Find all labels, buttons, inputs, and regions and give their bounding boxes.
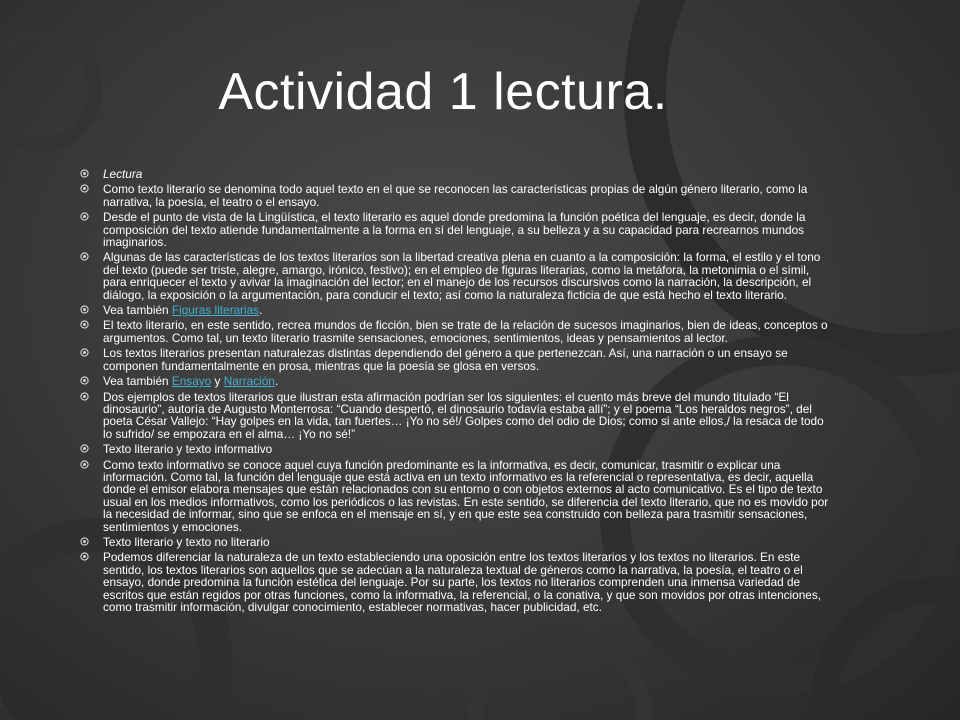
bullet-item <box>80 183 830 208</box>
see-also-label: Vea también <box>103 374 172 389</box>
target-circle-icon <box>80 392 89 401</box>
see-also-label: Vea también <box>103 303 172 318</box>
bullet-list <box>80 168 830 616</box>
link-figuras-literarias[interactable]: Figuras literarias <box>171 303 260 318</box>
bullet-item <box>80 304 830 316</box>
bullet-text: El texto literario, en este sentido, recrea mundos de ficción, bien se trate de la relación de sucesos imaginarios, bien de ideas, conceptos o argumentos. Como tal, un texto literario trasmite sensaciones, emociones, sentimientos, ideas y pensamientos al lector. <box>103 318 828 345</box>
decorative-circle <box>475 635 645 720</box>
bullet-item <box>80 319 830 344</box>
bullet-text: Desde el punto de vista de la Lingüística, el texto literario es aquel donde predomina la función poética del lenguaje, es decir, donde la composición del texto atiende fundamentalmente a la forma en sí del lenguaje, a su belleza y a su capacidad para recrearnos mundos imaginarios. <box>103 210 806 250</box>
bullet-item <box>80 391 830 441</box>
bullet-item <box>80 347 830 372</box>
punctuation: . <box>274 374 279 389</box>
target-circle-icon <box>80 460 89 469</box>
bullet-text: Como texto informativo se conoce aquel cuya función predominante es la informativa, es decir, comunicar, trasmitir o explicar una información. Como tal, la función del lenguaje que está activa en un texto informativo es la referencial o representativa, es decir, aquella donde el emisor elabora mensajes que están relacionados con su entorno o con objetos externos al acto comunicativo. Es el tipo de texto usual en los medios informativos, como los periódicos o las revistas. En este sentido, se diferencia del texto literario, que no es movido por la necesidad de informar, sino que se enfoca en el mensaje en sí, y en que este sea construido con belleza para trasmitir sensaciones, sentimientos y emociones. <box>103 457 829 534</box>
bullet-item <box>80 211 830 248</box>
conjunction: y <box>211 374 224 389</box>
bullet-text: Los textos literarios presentan naturalezas distintas dependiendo del género a que pertenezcan. Así, una narración o un ensayo se componen fundamentalmente en prosa, mientras que la poesía se glosa en versos. <box>103 346 788 373</box>
target-circle-icon <box>80 169 89 178</box>
slide-title: Actividad 1 lectura. <box>218 63 668 121</box>
target-circle-icon <box>80 305 89 314</box>
target-circle-icon <box>80 444 89 453</box>
bullet-item <box>80 168 830 180</box>
bullet-item <box>80 551 830 613</box>
target-circle-icon <box>80 184 89 193</box>
punctuation: . <box>259 303 263 318</box>
bullet-heading: Lectura <box>103 167 143 181</box>
link-narracion[interactable]: Narración <box>223 374 275 389</box>
target-circle-icon <box>80 537 89 546</box>
target-circle-icon <box>80 348 89 357</box>
bullet-item <box>80 443 830 455</box>
bullet-text: Algunas de las características de los textos literarios son la libertad creativa plena en cuanto a la composición: la forma, el estilo y el tono del texto (puede ser triste, alegre, amargo, irónico, festivo); en el empleo de figuras literarias, como la metáfora, la metonimia o el símil, para enriquecer el texto y avivar la imaginación del lector; en el manejo de los recursos discursivos como la narración, la descripción, el diálogo, la exposición o la argumentación, para conducir el texto; así como la naturaleza ficticia de que está hecho el texto literario. <box>103 250 821 302</box>
bullet-text: Dos ejemplos de textos literarios que ilustran esta afirmación podrían ser los siguientes: el cuento más breve del mundo titulado “El dinosaurio”, autoría de Augusto Monterrosa: “Cuando despertó, el dinosaurio todavía estaba allí”; y el poema “Los heraldos negros”, del poeta César Vallejo: “Hay golpes en la vida, tan fuertes… ¡Yo no sé!/ Golpes como del odio de Dios; como si ante ellos,/ la resaca de todo lo sufrido/ se empozara en el alma… ¡Yo no sé!” <box>103 389 824 441</box>
bullet-text: Podemos diferenciar la naturaleza de un texto estableciendo una oposición entre los textos literarios y los textos no literarios. En este sentido, los textos literarios son aquellos que se adecúan a la naturaleza textual de géneros como la narrativa, la poesía, el teatro o el ensayo, donde predomina la función estética del lenguaje. Por su parte, los textos no literarios comprenden una inmensa variedad de escritos que están regidos por otras funciones, como la informativa, la referencial, o la conativa, y que son movidos por otras intenciones, como trasmitir información, divulgar conocimiento, establecer normativas, hacer publicidad, etc. <box>103 550 822 614</box>
bullet-text: Texto literario y texto no literario <box>103 534 270 549</box>
target-circle-icon <box>80 320 89 329</box>
target-circle-icon <box>80 212 89 221</box>
bullet-item <box>80 375 830 387</box>
bullet-text: Como texto literario se denomina todo aquel texto en el que se reconocen las características propias de algún género literario, como la narrativa, la poesía, el teatro o el ensayo. <box>103 182 808 209</box>
bullet-text: Texto literario y texto informativo <box>103 442 273 457</box>
link-ensayo[interactable]: Ensayo <box>171 374 212 389</box>
target-circle-icon <box>80 376 89 385</box>
target-circle-icon <box>80 552 89 561</box>
target-circle-icon <box>80 252 89 261</box>
bullet-item <box>80 251 830 301</box>
bullet-item <box>80 459 830 533</box>
bullet-item <box>80 536 830 548</box>
